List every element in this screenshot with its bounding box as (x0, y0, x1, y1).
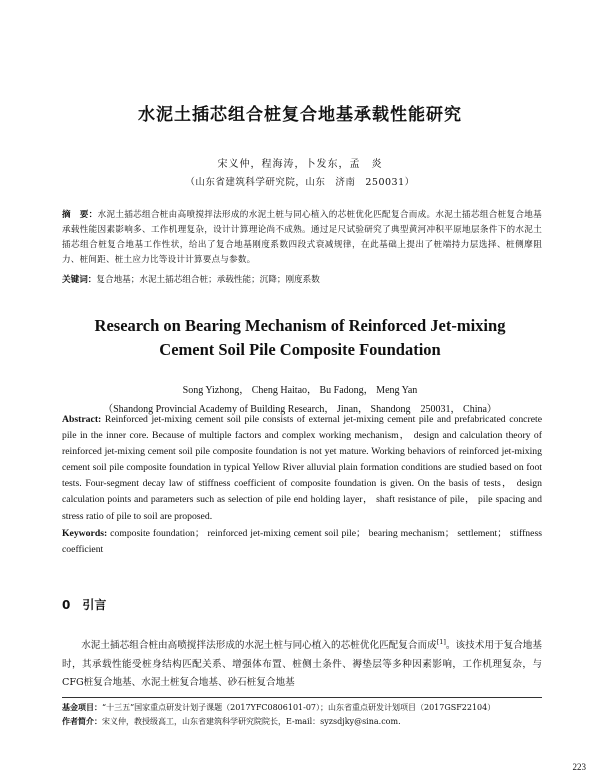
footnote-author-text: 宋义仲，教授级高工，山东省建筑科学研究院院长，E-mail：syzsdjky@sina.com. (102, 717, 401, 726)
keywords-cn-label: 关键词： (62, 275, 97, 285)
abstract-cn (62, 208, 542, 268)
abstract-cn-text: 水泥土插芯组合桩由高喷搅拌法形成的水泥土桩与同心植入的芯桩优化匹配复合而成。水泥土插芯组合桩复合地基承载性能因素影响多、工作机理复杂，设计计算理论尚不成熟。通过足尺试验研究了典型黄河冲积平原地层条件下的水泥土插芯组合桩复合地基工作性状，给出了复合地基刚度系数四段式衰减规律，在此基础上提出了桩端持力层选择、桩侧摩阻力、桩间距、桩土应力比等设计计算要点与参数。 (62, 210, 542, 265)
keywords-en (62, 526, 542, 558)
authors-cn: 宋义仲，程海涛，卜发东，孟 炎 (217, 159, 383, 170)
affiliation-cn: （山东省建筑科学研究院，山东 济南 250031） (185, 177, 415, 188)
abstract-en-text: Reinforced jet-mixing cement soil pile consists of external jet-mixing cement pile and prefabricated concrete pile in the inner core. Because of multiple factors and complex working mechanism， design and calculation theory of reinforced jet-mixing cement soil pile composite foundation is not yet mature. Working behaviors of reinforced jet-mixing cement soil pile composite foundation in typical Yellow River alluvial plain formation conditions are studied based on foot tests. Four-segment decay law of stiffness coefficient of composite foundation is given. On the basis of tests， design calculation points and parameters such as selection of pile end holding layer， shaft resistance of pile， pile spacing and stress ratio of pile to soil are proposed. (62, 414, 542, 522)
keywords-cn-text: 复合地基；水泥土插芯组合桩；承载性能；沉降；刚度系数 (96, 275, 320, 285)
affiliation-en: （Shandong Provincial Academy of Building Research， Jinan， Shandong 250031， China） (103, 404, 497, 415)
intro-text-continued: 。该技术用于复合地基时，其承载性能受桩身结构匹配关系、增强体布置、桩侧土条件、褥垫层等多种因素影响，工作机理复杂，与CFG桩复合地基、水泥土桩复合地基、砂石桩复合地基 (62, 640, 543, 689)
paper-title-en (0, 314, 600, 362)
intro-paragraph (62, 633, 542, 693)
section-heading (62, 596, 106, 613)
footnote-author (62, 715, 542, 729)
keywords-en-label: Keywords: (62, 528, 108, 539)
intro-text: 水泥土插芯组合桩由高喷搅拌法形成的水泥土桩与同心植入的芯桩优化匹配复合而成 (81, 640, 437, 652)
abstract-en-label: Abstract: (62, 414, 102, 425)
footnote-fund-text: “十三五”国家重点研发计划子课题（2017YFC0806101-07）；山东省重点研发计划项目（2017GSF22104） (102, 703, 496, 712)
section-number: 0 (62, 598, 71, 612)
footnote-fund (62, 701, 542, 715)
footnote-divider (62, 697, 542, 698)
keywords-cn (62, 273, 542, 288)
page-number: 223 (572, 762, 586, 772)
abstract-en (62, 412, 542, 525)
footnotes (62, 701, 542, 729)
footnote-fund-label: 基金项目： (62, 703, 102, 712)
authors-en: Song Yizhong， Cheng Haitao， Bu Fadong， Meng Yan (182, 385, 418, 396)
paper-title-en-line2: Cement Soil Pile Composite Foundation (159, 340, 441, 359)
keywords-en-text: composite foundation； reinforced jet-mixing cement soil pile； bearing mechanism； settlement； stiffness coefficient (62, 528, 542, 556)
footnote-author-label: 作者简介： (62, 717, 102, 726)
citation-ref[interactable]: [1] (436, 638, 446, 646)
paper-title-cn: 水泥土插芯组合桩复合地基承载性能研究 (138, 105, 462, 125)
section-title: 引言 (82, 598, 107, 612)
paper-title-en-line1: Research on Bearing Mechanism of Reinforced Jet-mixing (94, 316, 506, 335)
abstract-cn-label: 摘 要： (62, 210, 98, 220)
